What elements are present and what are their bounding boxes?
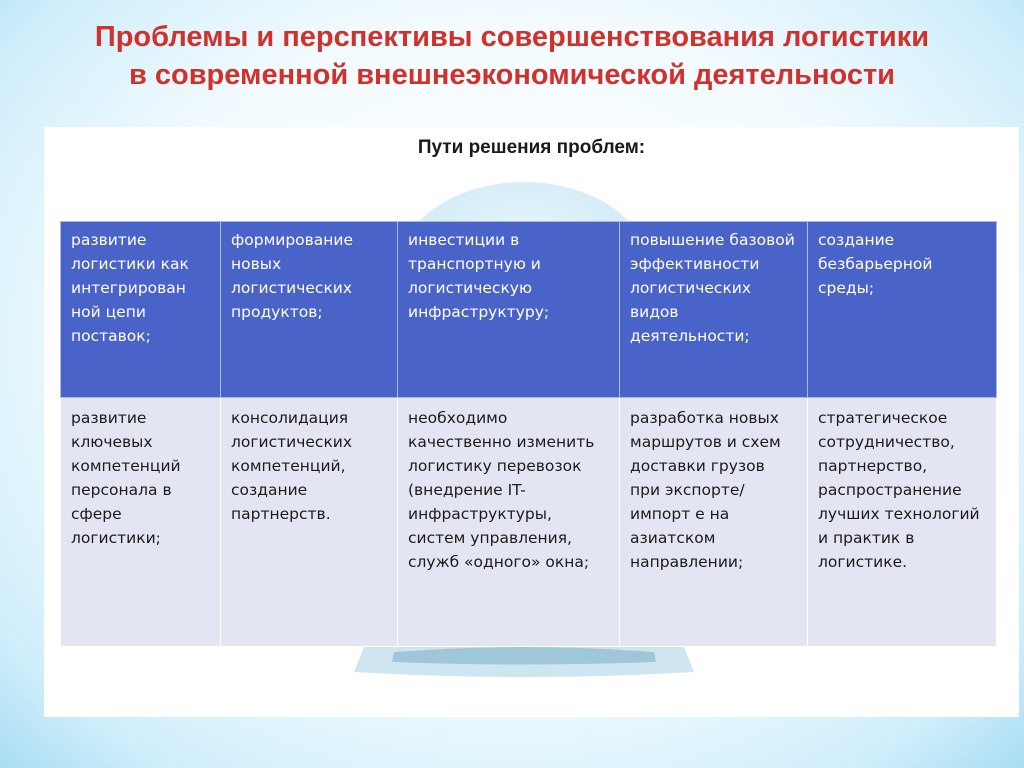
- table-cell: консолидация логистических компетенций, создание партнерств.: [221, 398, 398, 647]
- table-cell: развитие ключевых компетенций персонала в сфере логистики;: [61, 398, 221, 647]
- slide-title: [20, 18, 1004, 94]
- table-header-cell: инвестиции в транспортную и логистическую инфраструктуру;: [398, 222, 620, 398]
- table-cell: разработка новых маршрутов и схем доставки грузов при экспорте/импорт е на азиатском направлении;: [620, 398, 808, 647]
- table-row: [61, 398, 997, 647]
- table-header-cell: развитие логистики как интегрирован ной цепи поставок;: [61, 222, 221, 398]
- table-cell: необходимо качественно изменить логистику перевозок (внедрение IT-инфраструктуры, систем управления, служб «одного» окна;: [398, 398, 620, 647]
- slide-title-line-1: Проблемы и перспективы совершенствования логистики: [94, 21, 930, 53]
- subtitle: Пути решения проблем:: [417, 137, 646, 158]
- table-cell: стратегическое сотрудничество, партнерство, распространение лучших технологий и практик в логистике.: [808, 398, 997, 647]
- table-header-cell: создание безбарьерной среды;: [808, 222, 997, 398]
- slide-title-line-2: в современной внешнеэкономической деятельности: [129, 59, 895, 91]
- table-header-row: [61, 222, 997, 398]
- solutions-table: [60, 221, 997, 647]
- table-header-cell: повышение базовой эффективности логистических видов деятельности;: [620, 222, 808, 398]
- table-header-cell: формирование новых логистических продуктов;: [221, 222, 398, 398]
- content-panel: [44, 127, 1019, 717]
